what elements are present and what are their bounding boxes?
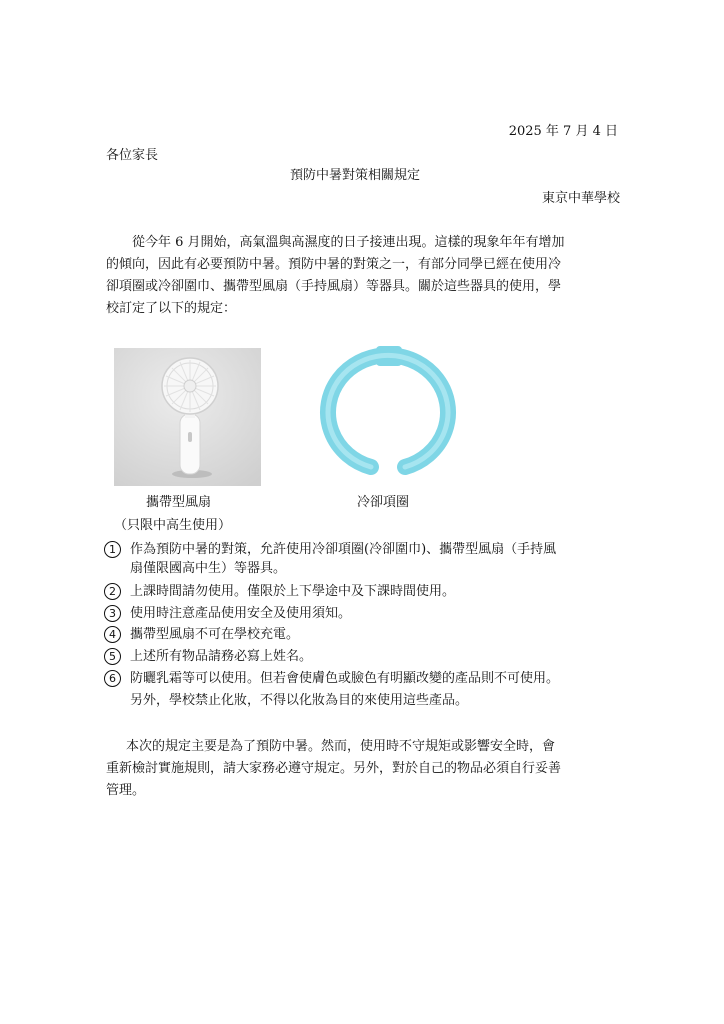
closing-line: 管理。 [106,783,146,798]
intro-paragraph [106,232,565,320]
rule-number-6: 6 [104,670,121,687]
handheld-fan-icon [114,348,261,486]
closing-line: 本次的規定主要是為了預防中暑。然而，使用時不守規矩或影響安全時，會 [126,739,556,754]
intro-line: 的傾向，因此有必要預防中暑。預防中暑的對策之一，有部分同學已經在使用冷 [106,257,562,272]
intro-line: 從今年 6 月開始，高氣溫與高濕度的日子接連出現。這樣的現象年年有增加 [132,235,565,250]
rule-text: 上述所有物品請務必寫上姓名。 [130,649,313,664]
cooling-ring-image [313,346,463,482]
ring-caption: 冷卻項圈 [357,495,410,510]
cooling-ring-icon [313,346,463,482]
fan-caption: 攜帶型風扇 [146,495,212,510]
intro-line: 校訂定了以下的規定： [106,301,237,316]
fan-usage-note: （只限中高生使用） [114,518,232,533]
rule-number-4: 4 [104,626,121,643]
rule-text: 另外，學校禁止化妝，不得以化妝為目的來使用這些產品。 [130,693,469,708]
closing-line: 重新檢討實施規則，請大家務必遵守規定。另外，對於自己的物品必須自行妥善 [106,761,562,776]
rule-number-3: 3 [104,605,121,622]
rule-text: 扇僅限國高中生）等器具。 [130,561,287,576]
rule-number-2: 2 [104,583,121,600]
rule-number-5: 5 [104,648,121,665]
issuer: 東京中華學校 [541,191,620,206]
date: 2025 年 7 月 4 日 [508,124,618,139]
rule-text: 作為預防中暑的對策，允許使用冷卻項圈(冷卻圍巾)、攜帶型風扇（手持風 [130,542,557,557]
rule-text: 上課時間請勿使用。僅限於上下學途中及下課時間使用。 [130,584,456,599]
rule-number-1: 1 [104,541,121,558]
rule-text: 攜帶型風扇不可在學校充電。 [130,627,300,642]
rule-text: 使用時注意產品使用安全及使用須知。 [130,606,352,621]
rule-text: 防曬乳霜等可以使用。但若會使膚色或臉色有明顯改變的產品則不可使用。 [130,671,560,686]
recipient: 各位家長 [106,148,159,163]
intro-line: 卻項圈或冷卻圍巾、攜帶型風扇（手持風扇）等器具。關於這些器具的使用，學 [106,279,562,294]
notice-title: 預防中暑對策相關規定 [290,168,421,183]
handheld-fan-photo [114,348,261,486]
closing-paragraph [106,736,561,802]
